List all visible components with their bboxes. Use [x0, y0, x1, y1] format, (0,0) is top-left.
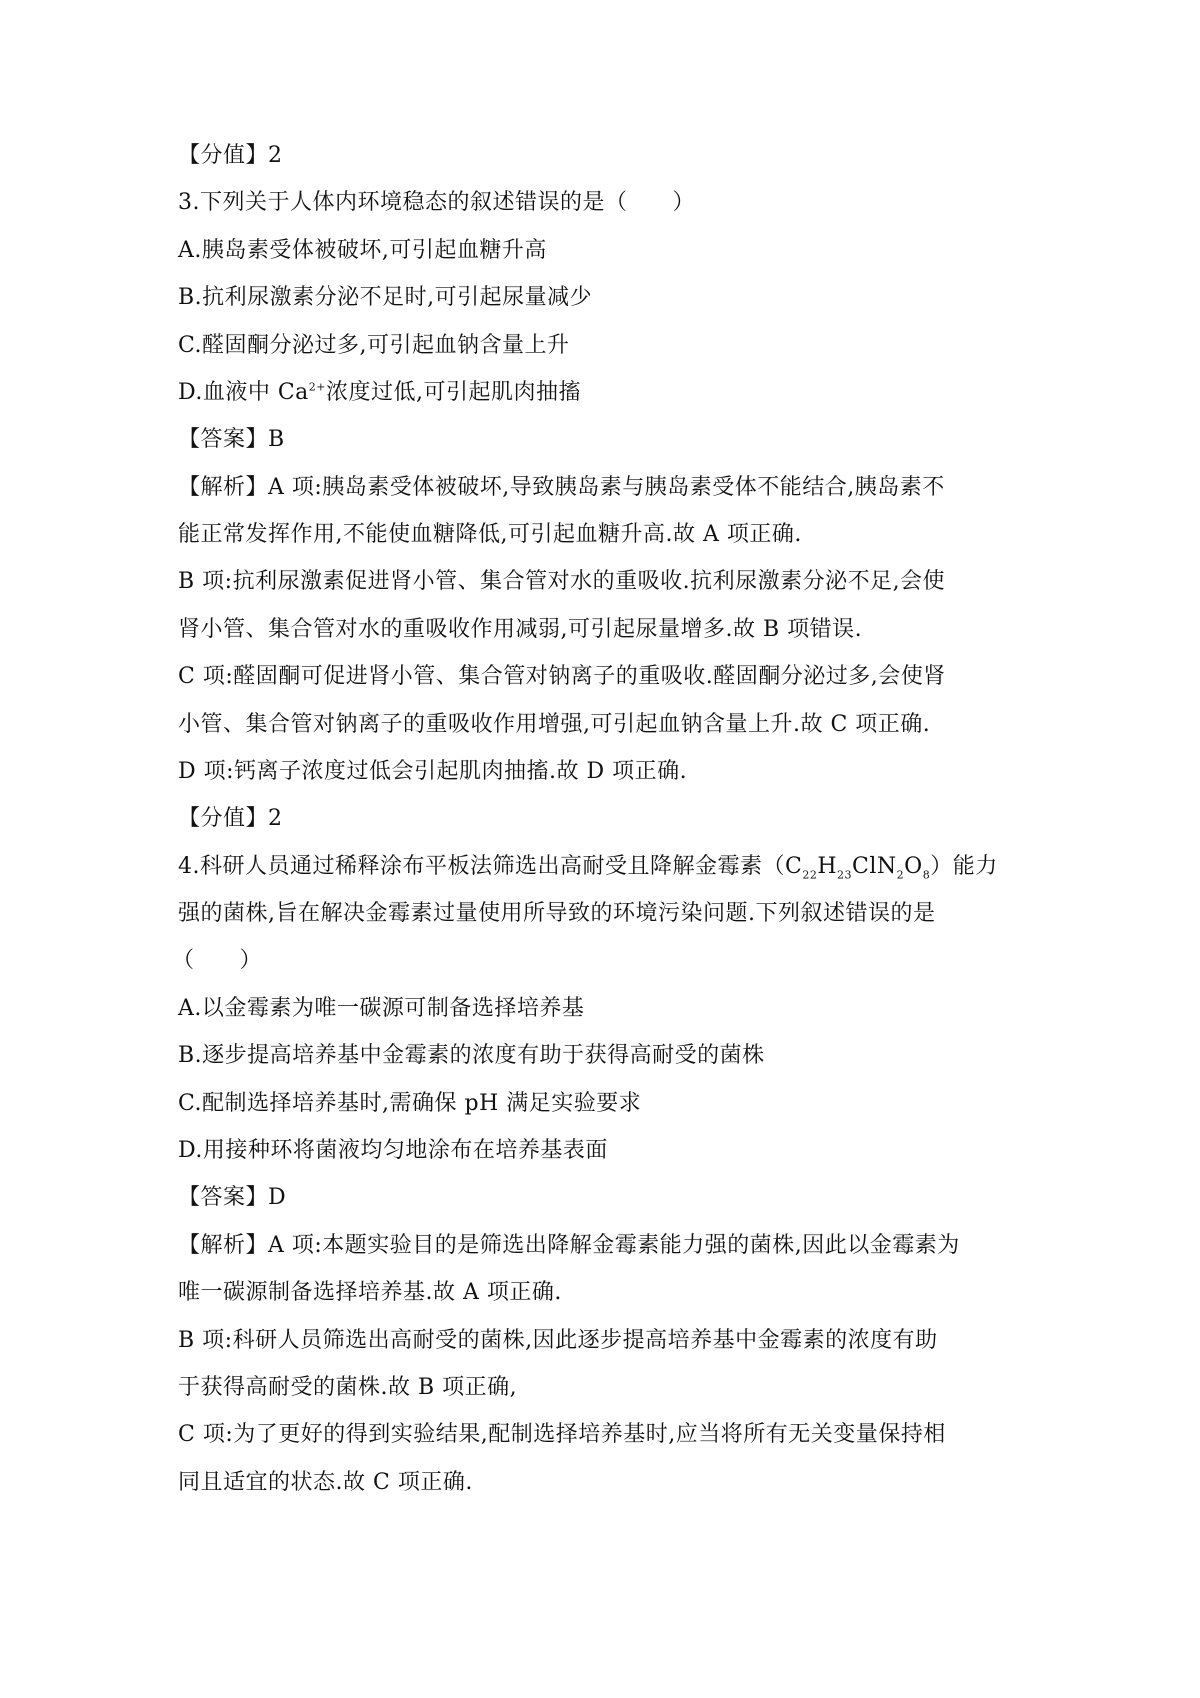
question-4-analysis-line: 于获得高耐受的菌株.故 B 项正确, [178, 1375, 518, 1400]
formula-subscript: 2 [896, 868, 905, 882]
option-d-prefix: D.血液中 Ca [178, 380, 309, 405]
question-3-option-a: A.胰岛素受体被破坏,可引起血糖升高 [178, 238, 547, 263]
question-4-analysis-line: 唯一碳源制备选择培养基.故 A 项正确. [178, 1280, 562, 1305]
stem-suffix: ）能力 [930, 854, 998, 879]
question-4-analysis-line: B 项:科研人员筛选出高耐受的菌株,因此逐步提高培养基中金霉素的浓度有助 [178, 1328, 938, 1353]
question-4-stem-line-2: 强的菌株,旨在解决金霉素过量使用所导致的环境污染问题.下列叙述错误的是 [178, 901, 936, 926]
formula-element: ClN [852, 854, 897, 879]
question-4-answer: 【答案】D [178, 1185, 287, 1210]
question-4-analysis-line: 同且适宜的状态.故 C 项正确. [178, 1470, 473, 1495]
question-3-stem: 3.下列关于人体内环境稳态的叙述错误的是（ ） [178, 190, 695, 215]
option-d-suffix: 浓度过低,可引起肌肉抽搐 [326, 380, 582, 405]
question-3-option-d [178, 378, 581, 408]
question-3-analysis-line: 肾小管、集合管对水的重吸收作用减弱,可引起尿量增多.故 B 项错误. [178, 617, 863, 642]
question-4-option-d: D.用接种环将菌液均匀地涂布在培养基表面 [178, 1138, 608, 1163]
question-3-analysis-line: 【解析】A 项:胰岛素受体被破坏,导致胰岛素与胰岛素受体不能结合,胰岛素不 [178, 475, 945, 500]
question-3-option-c: C.醛固酮分泌过多,可引起血钠含量上升 [178, 333, 570, 358]
question-3-analysis-line: 小管、集合管对钠离子的重吸收作用增强,可引起血钠含量上升.故 C 项正确. [178, 712, 931, 737]
question-4-stem-line-1 [178, 852, 998, 882]
question-3-analysis-line: C 项:醛固酮可促进肾小管、集合管对钠离子的重吸收.醛固酮分泌过多,会使肾 [178, 664, 946, 689]
question-3-score: 【分值】2 [178, 806, 283, 831]
score-label: 【分值】2 [178, 143, 283, 168]
formula-element: O [904, 854, 923, 879]
question-3-analysis-line: B 项:抗利尿激素促进肾小管、集合管对水的重吸收.抗利尿激素分泌不足,会使 [178, 569, 946, 594]
question-4-analysis-line: C 项:为了更好的得到实验结果,配制选择培养基时,应当将所有无关变量保持相 [178, 1422, 946, 1447]
stem-prefix: 4.科研人员通过稀释涂布平板法筛选出高耐受且降解金霉素（C [178, 854, 803, 879]
question-4-option-a: A.以金霉素为唯一碳源可制备选择培养基 [178, 996, 585, 1021]
question-4-analysis-line: 【解析】A 项:本题实验目的是筛选出降解金霉素能力强的菌株,因此以金霉素为 [178, 1233, 960, 1258]
formula-subscript: 8 [922, 868, 931, 882]
question-4-option-c: C.配制选择培养基时,需确保 pH 满足实验要求 [178, 1091, 642, 1116]
question-3-analysis-line: D 项:钙离子浓度过低会引起肌肉抽搐.故 D 项正确. [178, 759, 688, 784]
question-3-answer: 【答案】B [178, 427, 285, 452]
question-4-option-b: B.逐步提高培养基中金霉素的浓度有助于获得高耐受的菌株 [178, 1043, 765, 1068]
question-3-analysis-line: 能正常发挥作用,不能使血糖降低,可引起血糖升高.故 A 项正确. [178, 522, 802, 547]
formula-subscript: 23 [837, 868, 853, 882]
option-d-superscript: 2+ [308, 380, 327, 394]
question-3-option-b: B.抗利尿激素分泌不足时,可引起尿量减少 [178, 285, 593, 310]
formula-subscript: 22 [802, 868, 818, 882]
formula-element: H [817, 854, 838, 879]
question-4-stem-line-3: （ ） [172, 948, 263, 973]
